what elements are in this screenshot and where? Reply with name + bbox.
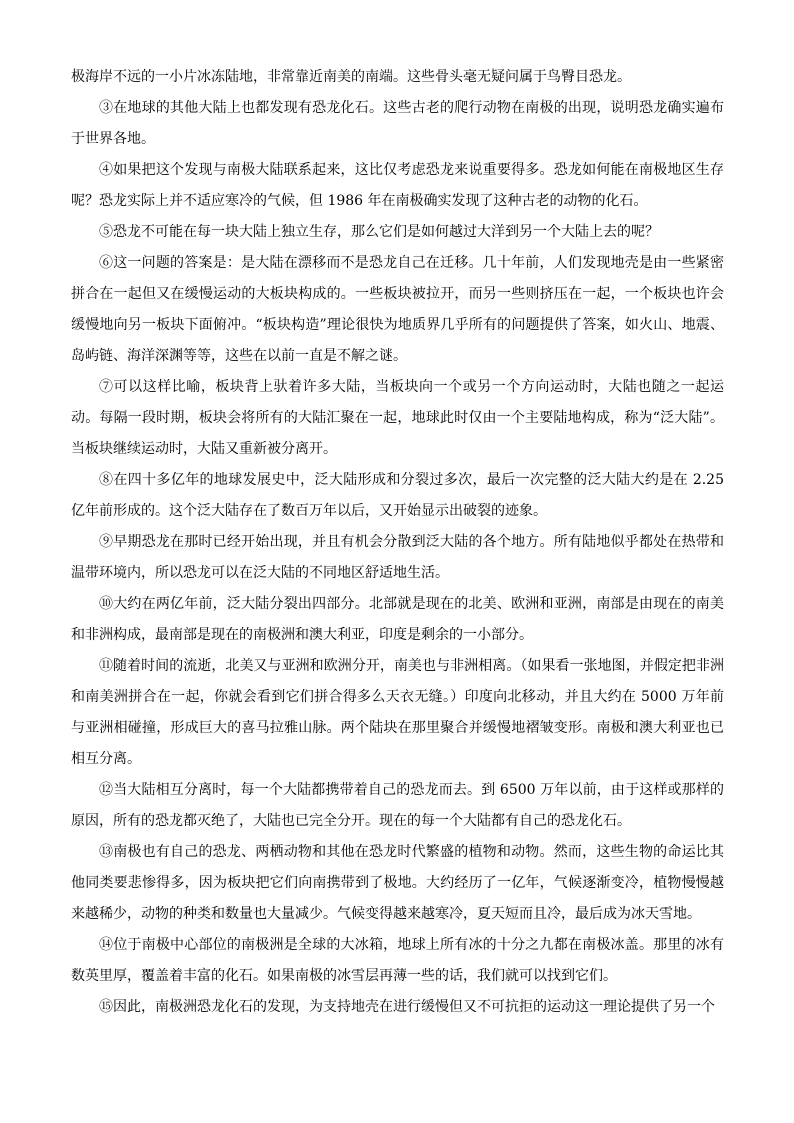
paragraph-10: ⑩大约在两亿年前，泛大陆分裂出四部分。北部就是现在的北美、欧洲和亚洲，南部是由现在的南美和非洲构成，最南部是现在的南极洲和澳大利亚，印度是剩余的一小部分。	[71, 596, 724, 643]
paragraph-14: ⑭位于南极中心部位的南极洲是全球的大冰箱，地球上所有冰的十分之九都在南极冰盖。那里的冰有数英里厚，覆盖着丰富的化石。如果南极的冰雪层再薄一些的话，我们就可以找到它们。	[71, 937, 724, 984]
paragraph-11: ⑪随着时间的流逝，北美又与亚洲和欧洲分开，南美也与非洲相离。（如果看一张地图，并假定把非洲和南美洲拼合在一起，你就会看到它们拼合得多么天衣无缝。）印度向北移动，并且大约在 5000 万年前与亚洲相碰撞，形成巨大的喜马拉雅山脉。两个陆块在那里聚合并缓慢地褶皱变形。南极和澳大利亚也已相互分离。	[71, 658, 724, 767]
paragraph-3: ③在地球的其他大陆上也都发现有恐龙化石。这些古老的爬行动物在南极的出现，说明恐龙确实遍布于世界各地。	[71, 100, 724, 147]
paragraph-15: ⑮因此，南极洲恐龙化石的发现，为支持地壳在进行缓慢但又不可抗拒的运动这一理论提供了另一个	[99, 999, 715, 1015]
document-page	[71, 62, 724, 1023]
paragraph-6: ⑥这一问题的答案是：是大陆在漂移而不是恐龙自己在迁移。几十年前，人们发现地壳是由一些紧密拼合在一起但又在缓慢运动的大板块构成的。一些板块被拉开，而另一些则挤压在一起，一个板块也许会缓慢地向另一板块下面俯冲。“板块构造”理论很快为地质界几乎所有的问题提供了答案，如火山、地震、岛屿链、海洋深渊等等，这些在以前一直是不解之谜。	[71, 255, 724, 364]
paragraph-13: ⑬南极也有自己的恐龙、两栖动物和其他在恐龙时代繁盛的植物和动物。然而，这些生物的命运比其他同类要悲惨得多，因为板块把它们向南携带到了极地。大约经历了一亿年，气候逐渐变冷，植物慢慢越来越稀少，动物的种类和数量也大量减少。气候变得越来越寒冷，夏天短而且冷，最后成为冰天雪地。	[71, 844, 724, 922]
paragraph-5: ⑤恐龙不可能在每一块大陆上独立生存，那么它们是如何越过大洋到另一个大陆上去的呢？	[99, 224, 659, 240]
paragraph-8: ⑧在四十多亿年的地球发展史中，泛大陆形成和分裂过多次，最后一次完整的泛大陆大约是在 2.25 亿年前形成的。这个泛大陆存在了数百万年以后，又开始显示出破裂的迹象。	[71, 472, 724, 519]
paragraph-9: ⑨早期恐龙在那时已经开始出现，并且有机会分散到泛大陆的各个地方。所有陆地似乎都处在热带和温带环境内，所以恐龙可以在泛大陆的不同地区舒适地生活。	[71, 534, 724, 581]
paragraph-4: ④如果把这个发现与南极大陆联系起来，这比仅考虑恐龙来说重要得多。恐龙如何能在南极地区生存呢？恐龙实际上并不适应寒冷的气候，但 1986 年在南极确实发现了这种古老的动物的化石。	[71, 162, 724, 209]
paragraph-continued: 极海岸不远的一小片冰冻陆地，非常靠近南美的南端。这些骨头毫无疑问属于鸟臀目恐龙。	[71, 69, 631, 85]
paragraph-7: ⑦可以这样比喻，板块背上驮着许多大陆，当板块向一个或另一个方向运动时，大陆也随之一起运动。每隔一段时期，板块会将所有的大陆汇聚在一起，地球此时仅由一个主要陆地构成，称为“泛大陆”。当板块继续运动时，大陆又重新被分离开。	[71, 379, 724, 457]
paragraph-12: ⑫当大陆相互分离时，每一个大陆都携带着自己的恐龙而去。到 6500 万年以前，由于这样或那样的原因，所有的恐龙都灭绝了，大陆也已完全分开。现在的每一个大陆都有自己的恐龙化石。	[71, 782, 724, 829]
